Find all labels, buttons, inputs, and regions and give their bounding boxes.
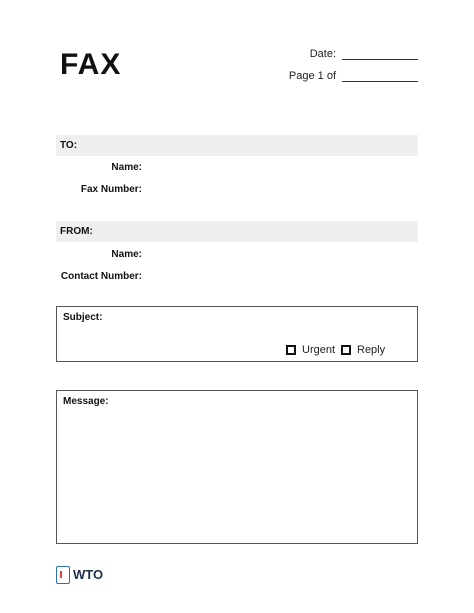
to-name-label: Name: <box>111 162 142 173</box>
page-total-field[interactable] <box>342 71 418 82</box>
reply-checkbox-icon <box>341 345 351 355</box>
from-heading: FROM: <box>56 221 418 242</box>
subject-box[interactable] <box>56 306 418 362</box>
date-row <box>310 48 418 60</box>
reply-checkbox[interactable] <box>341 344 385 356</box>
from-name-label: Name: <box>111 249 142 260</box>
message-box[interactable] <box>56 390 418 544</box>
date-field[interactable] <box>342 49 418 60</box>
reply-label: Reply <box>357 344 386 356</box>
message-label: Message: <box>63 396 109 407</box>
document-icon <box>56 566 70 584</box>
date-label: Date: <box>309 48 336 60</box>
wto-logo <box>56 566 103 584</box>
urgent-checkbox-icon <box>286 345 296 355</box>
page-row <box>289 70 418 82</box>
logo-text: WTO <box>73 567 104 582</box>
urgent-label: Urgent <box>302 344 336 356</box>
fax-title: FAX <box>60 48 122 81</box>
subject-label: Subject: <box>63 312 103 323</box>
from-contact-label: Contact Number: <box>60 271 142 282</box>
to-heading: TO: <box>56 135 418 156</box>
to-fax-label: Fax Number: <box>80 184 142 195</box>
page-label: Page 1 of <box>288 70 336 82</box>
urgent-checkbox[interactable] <box>286 344 335 356</box>
